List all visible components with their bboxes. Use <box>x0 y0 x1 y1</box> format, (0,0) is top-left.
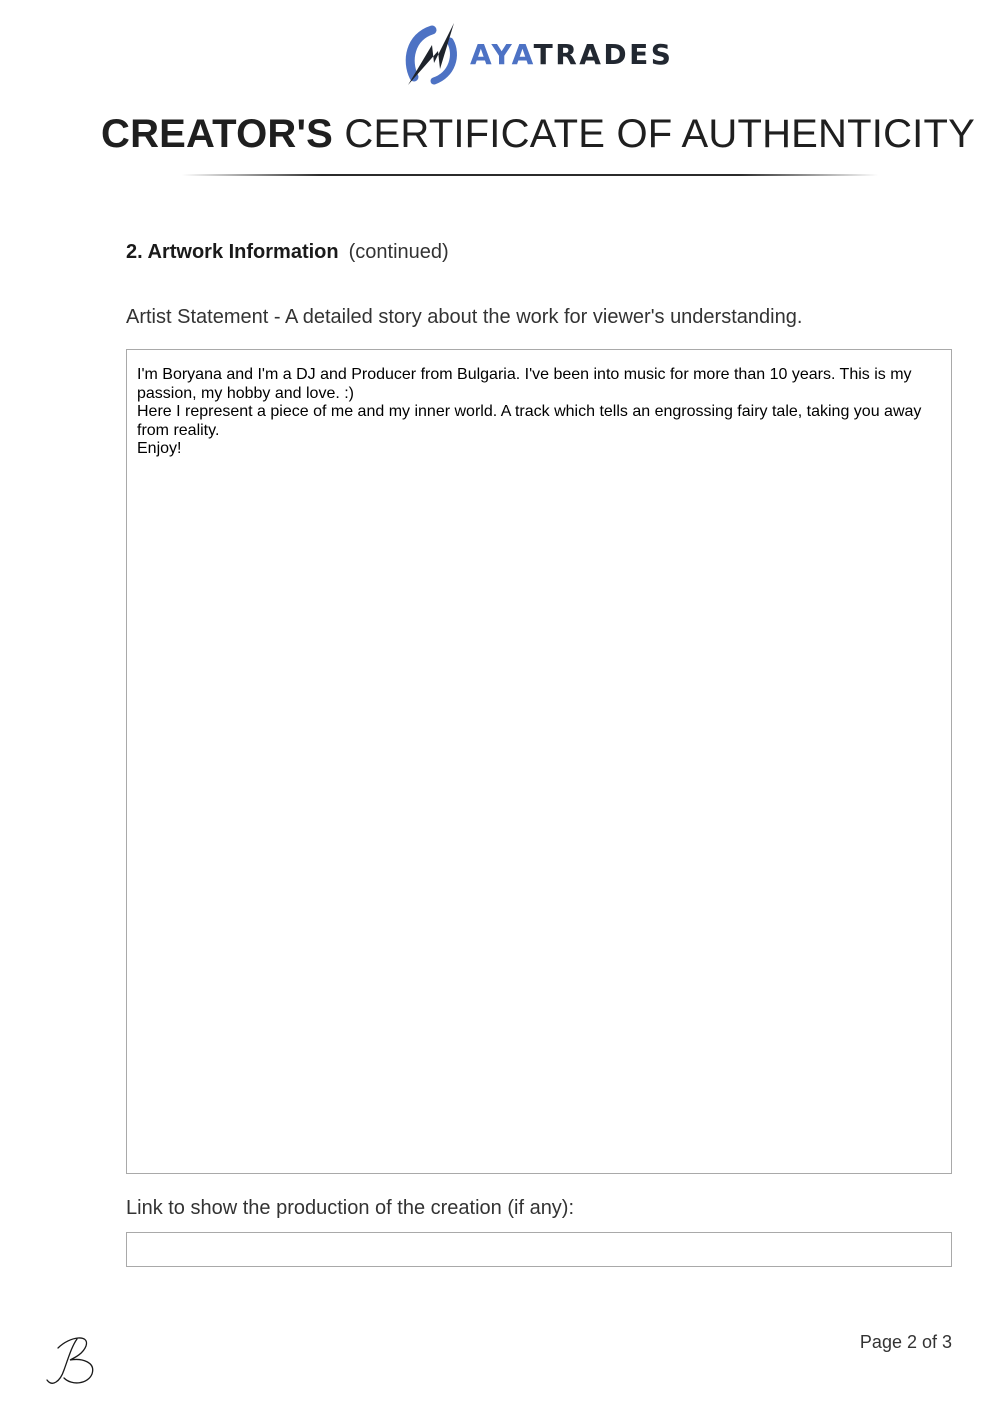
artist-statement-label: Artist Statement - A detailed story about the work for viewer's understanding. <box>126 306 803 328</box>
ayatrades-logo-icon <box>404 21 460 87</box>
section-heading <box>126 241 449 264</box>
artist-statement-field[interactable] <box>126 349 952 1174</box>
signature-initial-icon <box>44 1334 100 1388</box>
artist-statement-text: I'm Boryana and I'm a DJ and Producer from Bulgaria. I've been into music for more than 10 years. This is my passion, my hobby and love. :) Here I represent a piece of me and my inner world. A track which tells an engrossing fairy tale, taking you away from reality. Enjoy! <box>137 366 922 457</box>
document-title-regular: CERTIFICATE OF AUTHENTICITY <box>344 112 976 156</box>
section-heading-continued: (continued) <box>348 241 449 263</box>
production-link-field[interactable] <box>126 1232 952 1267</box>
brand-name-aya: AYA <box>470 37 534 71</box>
title-divider <box>182 174 878 176</box>
brand-name-trades: TRADES <box>533 37 674 71</box>
section-heading-title: 2. Artwork Information <box>126 241 339 263</box>
production-link-label: Link to show the production of the creation (if any): <box>126 1197 575 1219</box>
document-title <box>0 112 1000 157</box>
document-title-bold: CREATOR'S <box>100 112 334 156</box>
page-number: Page 2 of 3 <box>859 1332 952 1352</box>
company-logo <box>404 20 673 88</box>
brand-name <box>470 38 673 71</box>
